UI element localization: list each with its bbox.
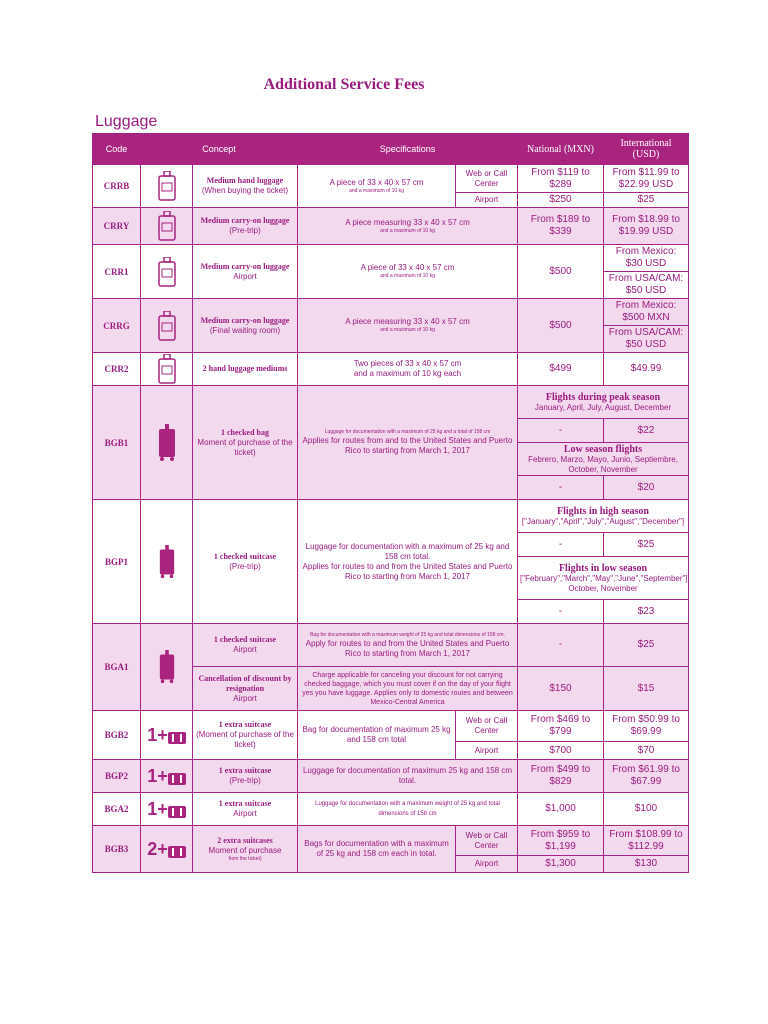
carry-on-bag-icon (141, 353, 193, 386)
row-code: CRRY (93, 208, 141, 245)
row-code: BGB1 (93, 386, 141, 500)
row-code: BGP2 (93, 760, 141, 793)
international-price: $20 (604, 476, 689, 500)
national-price: - (518, 600, 604, 624)
international-price: $23 (604, 600, 689, 624)
table-row (93, 299, 689, 326)
header-specs: Specifications (298, 134, 518, 165)
national-price: From $499 to $829 (518, 760, 604, 793)
row-spec: Luggage for documentation with a maximum of 25 kg and a total of 158 cm Applies for routes from and to the United States and Puerto Rico to starting from March 1, 2017 (298, 386, 518, 500)
extra-bag-icon: 1+ (141, 760, 193, 793)
national-price: - (518, 476, 604, 500)
section-heading: Luggage (95, 113, 158, 130)
international-price: From USA/CAM: $50 USD (604, 326, 689, 353)
national-price: $499 (518, 353, 604, 386)
row-spec: Luggage for documentation with a maximum of 25 kg and 158 cm total. Applies for routes to and from the United States and Puerto Rico to starting from March 1, 2017 (298, 500, 518, 624)
international-price: $70 (604, 742, 689, 760)
table-row (93, 711, 689, 742)
national-price: $1,300 (518, 856, 604, 873)
national-price: $150 (518, 667, 604, 711)
channel-airport: Airport (456, 742, 518, 760)
season-heading: Low season flights Febrero, Marzo, Mayo, Junio, Septiembre, October, November (518, 443, 689, 476)
row-concept: 2 hand luggage mediums (193, 353, 298, 386)
row-concept: Medium carry-on luggage (Final waiting room) (193, 299, 298, 353)
row-concept: 1 checked bag Moment of purchase of the ticket) (193, 386, 298, 500)
checked-bag-icon (141, 386, 193, 500)
row-concept: Medium carry-on luggage Airport (193, 245, 298, 299)
table-row (93, 760, 689, 793)
extra-bag-icon: 1+ (141, 793, 193, 826)
international-price: $22 (604, 419, 689, 443)
table-row (93, 208, 689, 245)
international-price: From $11.99 to $22.99 USD (604, 165, 689, 193)
carry-on-bag-icon (141, 299, 193, 353)
season-heading: Flights in low season ["February","March","May","June","September"] October, November (518, 557, 689, 600)
international-price: From $61.99 to $67.99 (604, 760, 689, 793)
channel-web: Web or Call Center (456, 165, 518, 193)
row-code: BGA1 (93, 624, 141, 711)
channel-airport: Airport (456, 193, 518, 208)
row-spec: Charge applicable for canceling your discount for not carrying checked baggage, which you must cover if on the day of your flight yes you have luggage. Applies only to domestic routes and between Mexico-Central America (298, 667, 518, 711)
row-concept: Cancellation of discount by resignation Airport (193, 667, 298, 711)
channel-web: Web or Call Center (456, 826, 518, 856)
international-price: From $50.99 to $69.99 (604, 711, 689, 742)
table-row (93, 353, 689, 386)
row-spec: A piece measuring 33 x 40 x 57 cm and a maximum of 10 kg (298, 208, 518, 245)
table-header (93, 134, 689, 165)
header-national: National (MXN) (518, 134, 604, 165)
national-price: $500 (518, 299, 604, 353)
header-concept: Concept (141, 134, 298, 165)
row-code: BGB2 (93, 711, 141, 760)
national-price: From $119 to $289 (518, 165, 604, 193)
table-row (93, 624, 689, 667)
row-code: CRRB (93, 165, 141, 208)
channel-web: Web or Call Center (456, 711, 518, 742)
international-price: $15 (604, 667, 689, 711)
international-price: $25 (604, 533, 689, 557)
table-row (93, 165, 689, 193)
national-price: $1,000 (518, 793, 604, 826)
international-price: From Mexico: $500 MXN (604, 299, 689, 326)
national-price: - (518, 624, 604, 667)
fees-table (92, 133, 689, 873)
row-spec: A piece of 33 x 40 x 57 cm and a maximum of 10 kg (298, 245, 518, 299)
table-row (93, 793, 689, 826)
row-code: BGA2 (93, 793, 141, 826)
national-price: $700 (518, 742, 604, 760)
international-price: From USA/CAM: $50 USD (604, 272, 689, 299)
carry-on-bag-icon (141, 245, 193, 299)
international-price: From $108.99 to $112.99 (604, 826, 689, 856)
row-code: CRRG (93, 299, 141, 353)
table-row (93, 386, 689, 419)
page-title: Additional Service Fees (263, 76, 425, 93)
row-concept: 1 extra suitcase (Pre-trip) (193, 760, 298, 793)
international-price: $25 (604, 193, 689, 208)
national-price: - (518, 533, 604, 557)
season-heading: Flights in high season ["January","April","July","August","December"] (518, 500, 689, 533)
national-price: $500 (518, 245, 604, 299)
row-spec: Bags for documentation with a maximum of 25 kg and 158 cm each in total. (298, 826, 456, 873)
row-spec: Bag for documentation of maximum 25 kg and 158 cm total (298, 711, 456, 760)
international-price: $100 (604, 793, 689, 826)
row-concept: Medium carry-on luggage (Pre-trip) (193, 208, 298, 245)
row-spec: Two pieces of 33 x 40 x 57 cm and a maximum of 10 kg each (298, 353, 518, 386)
national-price: - (518, 419, 604, 443)
row-spec: Bag for documentation with a maximum weight of 25 kg and total dimensions of 158 cm. Apply for routes to and from the United States and Puerto Rico to starting from March 1, 2017 (298, 624, 518, 667)
row-spec: A piece measuring 33 x 40 x 57 cm and a maximum of 10 kg (298, 299, 518, 353)
row-code: CRR2 (93, 353, 141, 386)
checked-bag-icon (141, 624, 193, 711)
carry-on-bag-icon (141, 165, 193, 208)
row-concept: 1 extra suitcase Airport (193, 793, 298, 826)
row-concept: 1 extra suitcase (Moment of purchase of the ticket) (193, 711, 298, 760)
row-concept: 1 checked suitcase Airport (193, 624, 298, 667)
international-price: $25 (604, 624, 689, 667)
international-price: $49.99 (604, 353, 689, 386)
national-price: From $189 to $339 (518, 208, 604, 245)
international-price: $130 (604, 856, 689, 873)
national-price: From $469 to $799 (518, 711, 604, 742)
carry-on-bag-icon (141, 208, 193, 245)
table-row (93, 245, 689, 272)
row-code: BGP1 (93, 500, 141, 624)
row-concept: 1 checked suitcase (Pre-trip) (193, 500, 298, 624)
international-price: From $18.99 to $19.99 USD (604, 208, 689, 245)
row-code: BGB3 (93, 826, 141, 873)
extra-bag-icon: 1+ (141, 711, 193, 760)
row-code: CRR1 (93, 245, 141, 299)
row-concept: 2 extra suitcases Moment of purchase from the ticket) (193, 826, 298, 873)
header-international: International (USD) (604, 134, 689, 165)
checked-bag-icon (141, 500, 193, 624)
international-price: From Mexico: $30 USD (604, 245, 689, 272)
extra-bags-icon: 2+ (141, 826, 193, 873)
season-heading: Flights during peak season January, April, July, August, December (518, 386, 689, 419)
header-code: Code (93, 134, 141, 165)
national-price: $250 (518, 193, 604, 208)
table-row (93, 500, 689, 533)
row-spec: Luggage for documentation of maximum 25 kg and 158 cm total. (298, 760, 518, 793)
channel-airport: Airport (456, 856, 518, 873)
row-spec: A piece of 33 x 40 x 57 cm and a maximum of 10 kg (298, 165, 456, 208)
row-spec: Luggage for documentation with a maximum weight of 25 kg and total dimensions of 158 cm (298, 793, 518, 826)
table-row (93, 826, 689, 856)
row-concept: Medium hand luggage (When buying the ticket) (193, 165, 298, 208)
national-price: From $959 to $1,199 (518, 826, 604, 856)
